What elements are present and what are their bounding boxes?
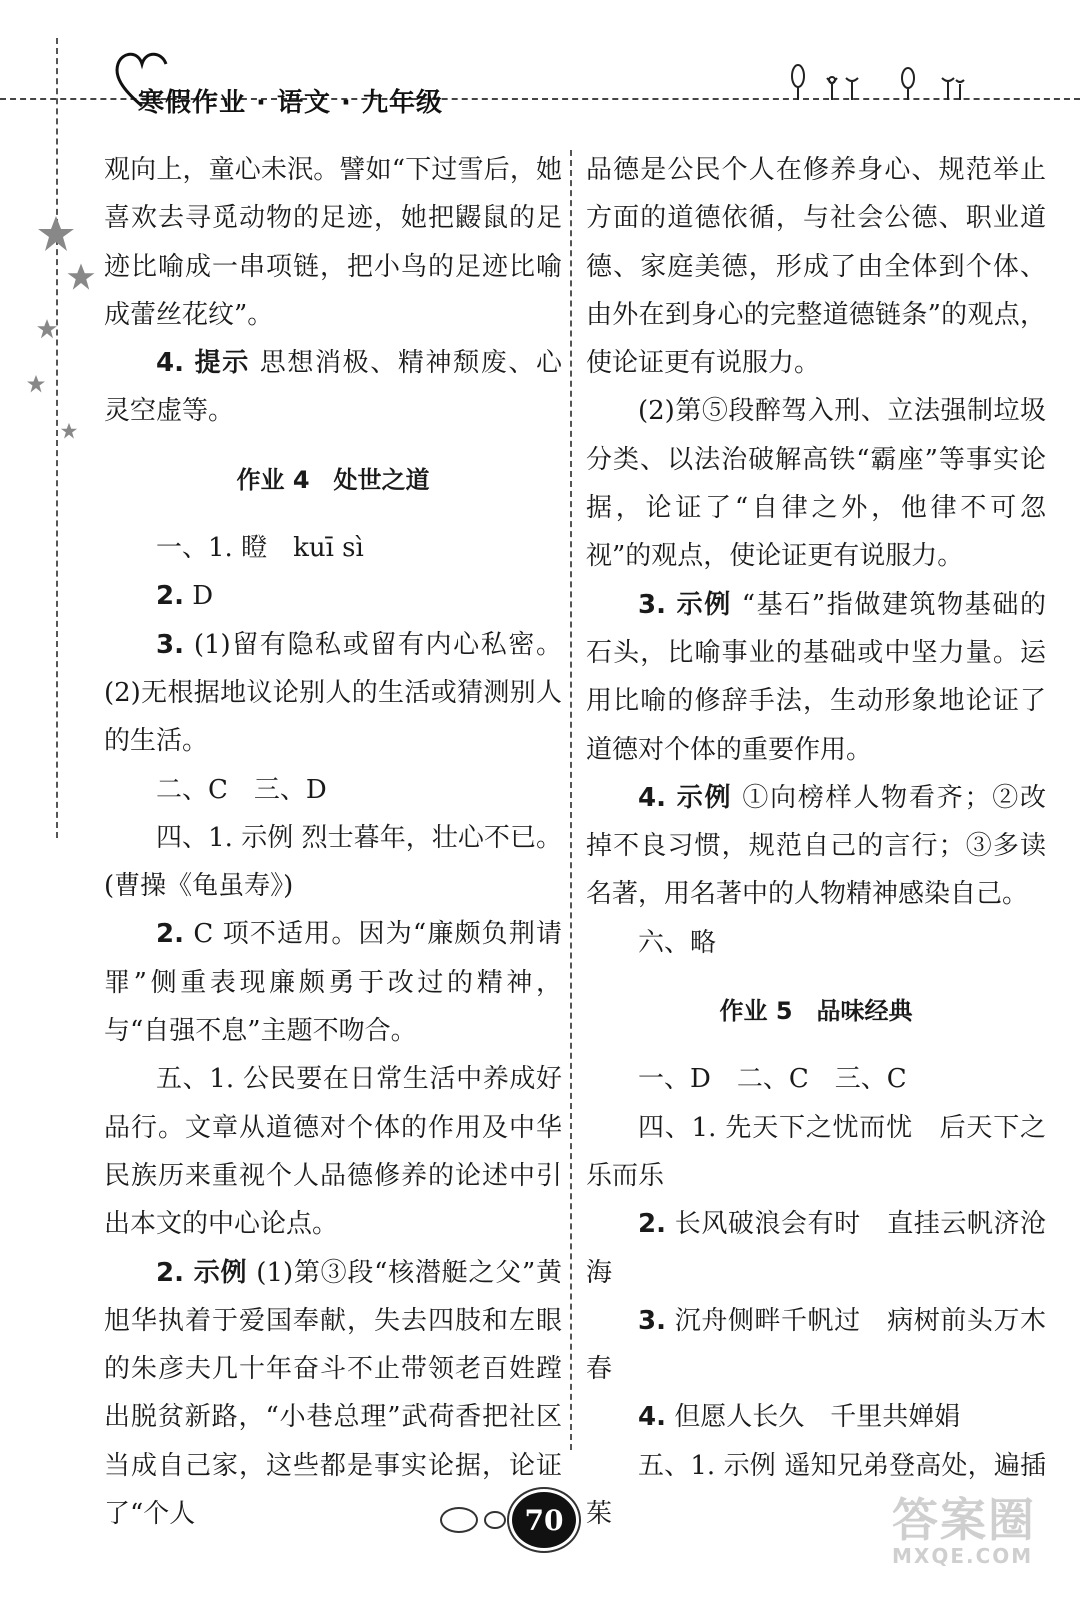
answer-item	[104, 572, 562, 620]
answer-label: 4. 示例	[638, 782, 733, 813]
star-icon	[60, 422, 78, 440]
watermark	[892, 1484, 1036, 1568]
watermark-url: MXQE.COM	[892, 1544, 1034, 1568]
flower-sprouts-icon	[780, 62, 980, 102]
answer-label: 2. 示例	[156, 1257, 248, 1288]
answer-item	[586, 1393, 1046, 1441]
answer-item: 二、C 三、D	[156, 774, 327, 805]
star-icon	[36, 214, 76, 254]
answer-label: 4.	[638, 1402, 666, 1433]
page-footer	[440, 1492, 576, 1548]
answer-item	[104, 339, 562, 436]
answer-text: C 项不适用。因为“廉颇负荆请罪”侧重表现廉颇勇于改过的精神，与“自强不息”主题不吻合。	[104, 919, 562, 1047]
answer-text: “基石”指做建筑物基础的石头，比喻事业的基础或中坚力量。运用比喻的修辞手法，生动形象地论证了道德对个体的重要作用。	[586, 589, 1046, 765]
answer-item: 四、1. 先天下之忧而忧 后天下之乐而乐	[586, 1112, 1046, 1191]
star-icon	[26, 374, 46, 394]
answer-label: 2.	[638, 1209, 666, 1240]
answer-text: 沉舟侧畔千帆过 病树前头万木春	[586, 1305, 1046, 1385]
answer-item	[586, 581, 1046, 774]
right-column	[586, 146, 1046, 1538]
watermark-logo-text: 答案圈	[892, 1493, 1036, 1547]
answer-text: 长风破浪会有时 直挂云帆济沧海	[586, 1209, 1046, 1288]
answer-item	[104, 910, 562, 1055]
answer-label: 4. 提示	[156, 348, 250, 379]
answer-text: 思想消极、精神颓废、心灵空虚等。	[104, 348, 562, 427]
star-icon	[36, 318, 58, 340]
answer-item: 一、1. 瞪 kuī sì	[156, 533, 364, 564]
answer-item: 五、1. 示例 遥知兄弟登高处，遍插茱	[586, 1450, 1046, 1530]
answer-item: 一、D 二、C 三、C	[638, 1064, 907, 1095]
left-column	[104, 146, 562, 1538]
answer-item: 五、1. 公民要在日常生活中养成好品行。文章从道德对个体的作用及中华民族历来重视个人品德修养的论述中引出本文的中心论点。	[104, 1064, 562, 1240]
left-margin-dashed-line	[56, 38, 58, 838]
answer-text: ①向榜样人物看齐；②改掉不良习惯，规范自己的言行；③多读名著，用名著中的人物精神感染自己。	[586, 782, 1047, 910]
answer-label: 3.	[638, 1305, 666, 1336]
answer-item: (2)第⑤段醉驾入刑、立法强制垃圾分类、以法治破解高铁“霸座”等事实论据，论证了“自律之外，他律不可忽视”的观点，使论证更有说服力。	[586, 396, 1046, 572]
answer-label: 2.	[156, 581, 184, 612]
answer-text: (1)留有隐私或留有内心私密。(2)无根据地议论别人的生活或猜测别人的生活。	[104, 629, 562, 757]
answer-item	[586, 774, 1046, 919]
answer-item: 六、略	[638, 927, 717, 958]
section-heading: 作业 5 品味经典	[719, 997, 913, 1026]
header-title: 寒假作业 · 语文 · 九年级	[138, 88, 443, 118]
answer-text: D	[183, 581, 214, 612]
answer-text: 品德是公民个人在修养身心、规范举止方面的道德依循，与社会公德、职业道德、家庭美德，形成了由全体到个体、由外在到身心的完整道德链条”的观点，使论证更有说服力。	[586, 155, 1046, 379]
answer-text: 观向上，童心未泯。譬如“下过雪后，她喜欢去寻觅动物的足迹，她把鼹鼠的足迹比喻成一串项链，把小鸟的足迹比喻成蕾丝花纹”。	[104, 155, 562, 330]
answer-text: (1)第③段“核潜艇之父”黄旭华执着于爱国奉献，失去四肢和左眼的朱彦夫几十年奋斗不止带领老百姓蹚出脱贫新路，“小巷总理”武荷香把社区当成自己家，这些都是事实论据，论证了“个人	[104, 1257, 562, 1530]
decorative-oval	[484, 1511, 506, 1529]
answer-item	[586, 1200, 1046, 1297]
answer-item: 四、1. 示例 烈士暮年，壮心不已。(曹操《龟虽寿》)	[104, 822, 562, 902]
page-number: 70	[512, 1492, 576, 1548]
decorative-oval	[440, 1507, 478, 1533]
section-heading: 作业 4 处世之道	[236, 465, 430, 494]
answer-item	[104, 621, 562, 766]
answer-item	[586, 1297, 1046, 1394]
answer-label: 3.	[156, 629, 184, 660]
star-icon	[66, 262, 96, 292]
answer-label: 2.	[156, 919, 184, 950]
answer-label: 3. 示例	[638, 589, 732, 620]
answer-text: 但愿人长久 千里共婵娟	[665, 1402, 961, 1433]
column-separator	[570, 150, 572, 1450]
